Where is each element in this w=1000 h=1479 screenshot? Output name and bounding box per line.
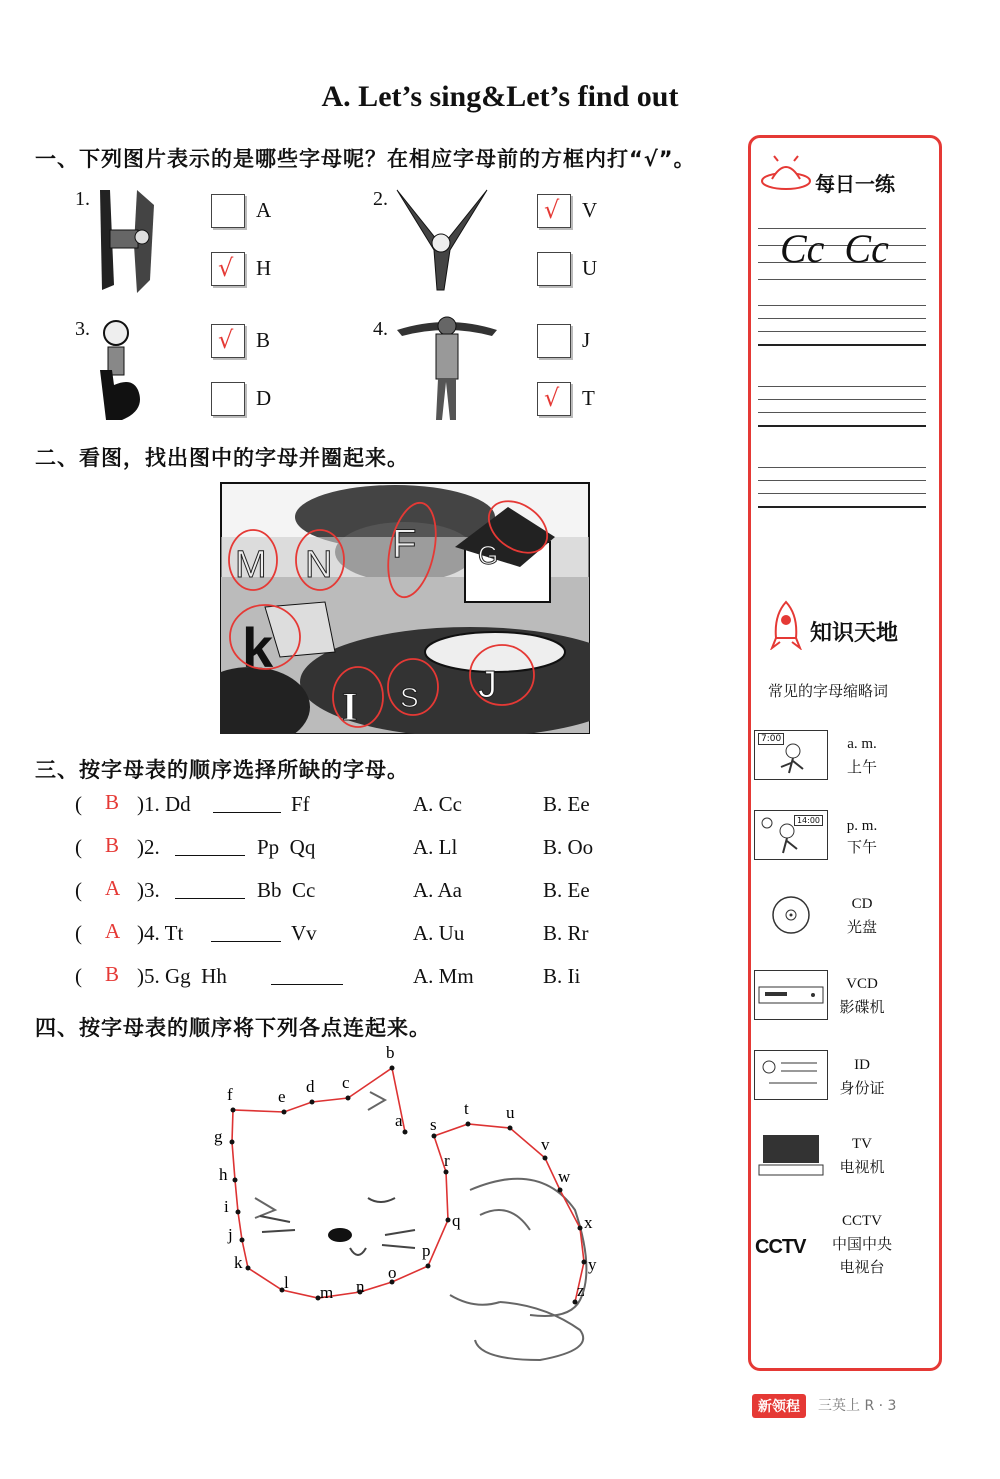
meaning-am: 上午 bbox=[846, 758, 877, 776]
abbr-tv: TV bbox=[852, 1136, 872, 1152]
cctv-logo-text: CCTV bbox=[755, 1236, 806, 1258]
question-row bbox=[75, 964, 635, 1007]
rocket-icon bbox=[768, 600, 804, 650]
item-2-number: 2. bbox=[373, 188, 388, 210]
option-2-b: B. Oo bbox=[543, 835, 594, 859]
checkbox-2b[interactable] bbox=[537, 252, 571, 286]
dot-label-x: x bbox=[584, 1213, 593, 1232]
dot-u[interactable] bbox=[508, 1126, 513, 1131]
dot-label-r: r bbox=[444, 1151, 450, 1170]
dot-e[interactable] bbox=[282, 1110, 287, 1115]
afternoon-clock-icon bbox=[754, 810, 828, 860]
option-4-a: A. Uu bbox=[413, 921, 465, 945]
option-4-b: B. Rr bbox=[543, 921, 589, 945]
page-title: A. Let’s sing&Let’s find out bbox=[321, 80, 679, 113]
question-list bbox=[75, 792, 635, 1007]
letter-h-picture bbox=[92, 185, 162, 297]
paren: ( bbox=[75, 964, 82, 988]
dot-a[interactable] bbox=[403, 1130, 408, 1135]
guide-line bbox=[758, 279, 926, 280]
check-mark: √ bbox=[544, 384, 560, 412]
question-3-prefix: )3. bbox=[137, 878, 160, 902]
dot-j[interactable] bbox=[240, 1238, 245, 1243]
option-4b: T bbox=[582, 386, 595, 410]
option-3-b: B. Ee bbox=[543, 878, 590, 902]
question-4-prefix: )4. Tt bbox=[137, 921, 184, 945]
meaning-id: 身份证 bbox=[839, 1079, 885, 1097]
question-row bbox=[75, 835, 635, 878]
section-4-heading: 四、按字母表的顺序将下列各点连起来。 bbox=[35, 1016, 431, 1040]
dot-h[interactable] bbox=[233, 1178, 238, 1183]
section-1-heading: 一、下列图片表示的是哪些字母呢？在相应字母前的方框内打“√”。 bbox=[35, 147, 696, 171]
dot-label-s: s bbox=[430, 1115, 437, 1134]
option-1b: H bbox=[256, 256, 272, 280]
dot-label-e: e bbox=[278, 1087, 286, 1106]
scene-letter-i: I bbox=[342, 684, 358, 729]
dot-label-b: b bbox=[386, 1043, 395, 1062]
answer-4: A bbox=[105, 919, 121, 943]
dot-label-w: w bbox=[558, 1167, 571, 1186]
item-1-number: 1. bbox=[75, 188, 90, 210]
abbreviation-subtitle: 常见的字母缩略词 bbox=[768, 682, 889, 700]
morning-clock-icon bbox=[754, 730, 828, 780]
answer-blank-5[interactable] bbox=[271, 984, 343, 985]
clock-display: 14:00 bbox=[794, 815, 823, 826]
answer-5: B bbox=[105, 962, 120, 986]
meaning-cctv-2: 电视台 bbox=[839, 1258, 885, 1276]
question-1-prefix: )1. Dd bbox=[137, 792, 191, 816]
question-5-prefix: )5. Gg Hh bbox=[137, 964, 227, 988]
clock-display: 7:00 bbox=[758, 733, 784, 745]
option-3a: B bbox=[256, 328, 271, 352]
question-row bbox=[75, 878, 635, 921]
option-3-a: A. Aa bbox=[413, 878, 462, 902]
abbr-cctv: CCTV bbox=[841, 1213, 882, 1229]
checkbox-1b[interactable] bbox=[211, 252, 245, 286]
dot-label-t: t bbox=[464, 1099, 469, 1118]
knowledge-title: 知识天地 bbox=[810, 621, 899, 646]
dot-label-o: o bbox=[388, 1263, 397, 1282]
ufo-icon bbox=[760, 155, 812, 195]
dot-b[interactable] bbox=[390, 1066, 395, 1071]
paren: ( bbox=[75, 792, 82, 816]
paren: ( bbox=[75, 835, 82, 859]
section-3-heading: 三、按字母表的顺序选择所缺的字母。 bbox=[35, 758, 409, 782]
dot-t[interactable] bbox=[466, 1122, 471, 1127]
answer-blank-1[interactable] bbox=[213, 812, 281, 813]
dot-p[interactable] bbox=[426, 1264, 431, 1269]
option-5-b: B. Ii bbox=[543, 964, 581, 988]
hidden-letters-scene bbox=[220, 482, 590, 734]
option-1a: A bbox=[256, 198, 272, 222]
meaning-vcd: 影碟机 bbox=[839, 998, 885, 1016]
checkbox-1a[interactable] bbox=[211, 194, 245, 228]
scene-letter-m: M bbox=[235, 544, 267, 586]
television-icon bbox=[754, 1130, 828, 1180]
answer-3: A bbox=[105, 876, 121, 900]
id-card-icon bbox=[754, 1050, 828, 1100]
checkbox-4b[interactable] bbox=[537, 382, 571, 416]
check-mark: √ bbox=[544, 196, 560, 224]
dot-k[interactable] bbox=[246, 1266, 251, 1271]
dot-to-dot-cat bbox=[200, 1040, 620, 1370]
dot-label-m: m bbox=[320, 1283, 334, 1302]
answer-blank-2[interactable] bbox=[175, 855, 245, 856]
option-5-a: A. Mm bbox=[413, 964, 474, 988]
section-2-heading: 二、看图，找出图中的字母并圈起来。 bbox=[35, 446, 409, 470]
scene-letter-s: S bbox=[400, 682, 419, 713]
dot-g[interactable] bbox=[230, 1140, 235, 1145]
option-2b: U bbox=[582, 256, 598, 280]
dot-z[interactable] bbox=[573, 1300, 578, 1305]
option-1-a: A. Cc bbox=[413, 792, 462, 816]
daily-practice-title: 每日一练 bbox=[815, 172, 895, 196]
question-row bbox=[75, 921, 635, 964]
dot-s[interactable] bbox=[432, 1134, 437, 1139]
answer-1: B bbox=[105, 790, 120, 814]
abbr-cd: CD bbox=[851, 896, 873, 912]
dot-label-l: l bbox=[284, 1273, 289, 1292]
check-mark: √ bbox=[218, 254, 234, 282]
dot-label-c: c bbox=[342, 1073, 350, 1092]
checkbox-4a[interactable] bbox=[537, 324, 571, 358]
letter-t-picture bbox=[392, 312, 502, 424]
cctv-logo-icon bbox=[754, 1222, 828, 1272]
dot-q[interactable] bbox=[446, 1218, 451, 1223]
dot-x[interactable] bbox=[578, 1226, 583, 1231]
dot-r[interactable] bbox=[444, 1170, 449, 1175]
question-2-suffix: Pp Qq bbox=[257, 835, 316, 859]
dot-label-y: y bbox=[588, 1255, 597, 1274]
handwriting-sample: Cc Cc bbox=[780, 226, 889, 271]
abbr-pm: p. m. bbox=[846, 818, 878, 834]
meaning-cd: 光盘 bbox=[846, 918, 877, 936]
answer-2: B bbox=[105, 833, 120, 857]
abbr-id: ID bbox=[854, 1057, 870, 1073]
practice-lines[interactable] bbox=[758, 305, 926, 508]
scene-letter-j: J bbox=[478, 664, 497, 706]
question-row bbox=[75, 792, 635, 835]
abbr-vcd: VCD bbox=[846, 976, 878, 992]
paren: ( bbox=[75, 878, 82, 902]
dot-label-h: h bbox=[219, 1165, 228, 1184]
cd-disc-icon bbox=[754, 890, 828, 940]
dot-label-g: g bbox=[214, 1127, 223, 1146]
meaning-tv: 电视机 bbox=[839, 1158, 885, 1176]
page-info: 三英上 R · 3 bbox=[818, 1398, 897, 1414]
checkbox-2a[interactable] bbox=[537, 194, 571, 228]
dot-w[interactable] bbox=[558, 1188, 563, 1193]
option-3b: D bbox=[256, 386, 272, 410]
question-3-suffix: Bb Cc bbox=[257, 878, 316, 902]
dot-d[interactable] bbox=[310, 1100, 315, 1105]
vcd-player-icon bbox=[754, 970, 828, 1020]
dot-label-p: p bbox=[422, 1241, 431, 1260]
dot-label-n: n bbox=[356, 1277, 365, 1296]
scene-letter-k: k bbox=[242, 616, 274, 679]
option-1-b: B. Ee bbox=[543, 792, 590, 816]
option-2-a: A. Ll bbox=[413, 835, 458, 859]
scene-letter-n: N bbox=[305, 544, 333, 586]
abbr-am: a. m. bbox=[847, 736, 877, 752]
meaning-pm: 下午 bbox=[846, 838, 877, 856]
item-4-number: 4. bbox=[373, 318, 388, 340]
checkbox-3a[interactable] bbox=[211, 324, 245, 358]
brand-badge: 新领程 bbox=[752, 1394, 806, 1418]
dot-label-u: u bbox=[506, 1103, 515, 1122]
dot-label-j: j bbox=[228, 1225, 233, 1244]
paren: ( bbox=[75, 921, 82, 945]
answer-blank-4[interactable] bbox=[211, 941, 281, 942]
dot-label-a: a bbox=[395, 1111, 403, 1130]
option-4a: J bbox=[582, 328, 591, 352]
answer-blank-3[interactable] bbox=[175, 898, 245, 899]
letter-v-picture bbox=[392, 185, 492, 297]
dot-c[interactable] bbox=[346, 1096, 351, 1101]
dot-y[interactable] bbox=[582, 1260, 587, 1265]
question-1-suffix: Ff bbox=[291, 792, 310, 816]
dot-label-d: d bbox=[306, 1077, 315, 1096]
question-4-suffix: Vv bbox=[291, 921, 317, 945]
dot-label-q: q bbox=[452, 1211, 461, 1230]
letter-b-picture bbox=[94, 315, 154, 425]
dot-f[interactable] bbox=[231, 1108, 236, 1113]
dot-label-z: z bbox=[577, 1281, 585, 1300]
dot-label-v: v bbox=[541, 1135, 550, 1154]
dot-i[interactable] bbox=[236, 1210, 241, 1215]
option-2a: V bbox=[582, 198, 598, 222]
meaning-cctv-1: 中国中央 bbox=[831, 1235, 892, 1253]
check-mark: √ bbox=[218, 326, 234, 354]
scene-letter-f: F bbox=[392, 522, 417, 566]
question-2-prefix: )2. bbox=[137, 835, 160, 859]
dot-label-f: f bbox=[227, 1085, 233, 1104]
dot-label-i: i bbox=[224, 1197, 229, 1216]
dot-label-k: k bbox=[234, 1253, 243, 1272]
dot-v[interactable] bbox=[543, 1156, 548, 1161]
item-3-number: 3. bbox=[75, 318, 90, 340]
checkbox-3b[interactable] bbox=[211, 382, 245, 416]
scene-letter-g: G bbox=[478, 540, 499, 570]
